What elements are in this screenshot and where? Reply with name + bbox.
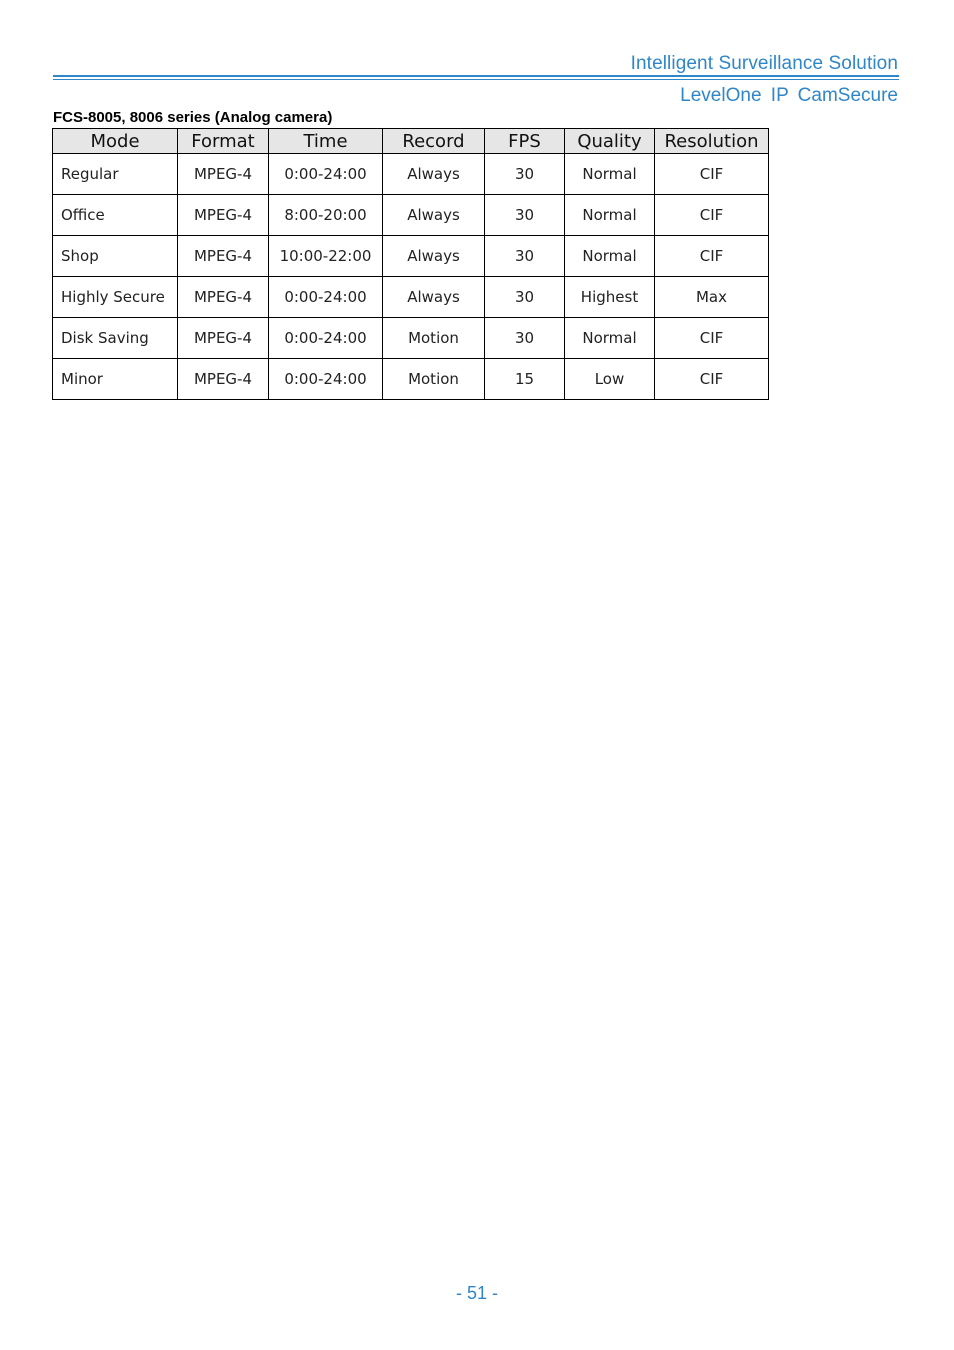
cell-mode: Highly Secure — [53, 277, 178, 318]
header-subtitle: LevelOne IP CamSecure — [680, 85, 898, 106]
cell-resolution: Max — [655, 277, 769, 318]
cell-mode: Minor — [53, 359, 178, 400]
table-caption: FCS-8005, 8006 series (Analog camera) — [53, 109, 333, 126]
cell-quality: Normal — [565, 195, 655, 236]
table-row — [53, 236, 769, 277]
page-number: - 51 - — [455, 1283, 498, 1303]
cell-record: Always — [383, 154, 485, 195]
column-header-fps: FPS — [485, 129, 565, 154]
header-title: Intelligent Surveillance Solution — [630, 53, 898, 74]
table-row — [53, 195, 769, 236]
cell-fps: 30 — [485, 277, 565, 318]
cell-format: MPEG-4 — [178, 277, 269, 318]
cell-quality: Low — [565, 359, 655, 400]
cell-record: Motion — [383, 318, 485, 359]
column-header-mode: Mode — [53, 129, 178, 154]
cell-resolution: CIF — [655, 154, 769, 195]
cell-time: 0:00-24:00 — [269, 154, 383, 195]
header-rule — [53, 75, 899, 77]
cell-record: Always — [383, 277, 485, 318]
cell-quality: Normal — [565, 154, 655, 195]
cell-time: 8:00-20:00 — [269, 195, 383, 236]
cell-quality: Normal — [565, 318, 655, 359]
table-row — [53, 359, 769, 400]
table-header-row — [53, 129, 769, 154]
column-header-resolution: Resolution — [655, 129, 769, 154]
cell-fps: 30 — [485, 154, 565, 195]
cell-time: 10:00-22:00 — [269, 236, 383, 277]
cell-resolution: CIF — [655, 359, 769, 400]
cell-fps: 15 — [485, 359, 565, 400]
cell-resolution: CIF — [655, 318, 769, 359]
column-header-format: Format — [178, 129, 269, 154]
cell-mode: Office — [53, 195, 178, 236]
cell-resolution: CIF — [655, 195, 769, 236]
cell-format: MPEG-4 — [178, 154, 269, 195]
cell-time: 0:00-24:00 — [269, 318, 383, 359]
cell-format: MPEG-4 — [178, 195, 269, 236]
cell-format: MPEG-4 — [178, 359, 269, 400]
table-row — [53, 154, 769, 195]
cell-record: Always — [383, 195, 485, 236]
cell-fps: 30 — [485, 236, 565, 277]
cell-record: Motion — [383, 359, 485, 400]
cell-mode: Shop — [53, 236, 178, 277]
cell-quality: Highest — [565, 277, 655, 318]
cell-fps: 30 — [485, 195, 565, 236]
table-row — [53, 277, 769, 318]
column-header-time: Time — [269, 129, 383, 154]
column-header-record: Record — [383, 129, 485, 154]
table-row — [53, 318, 769, 359]
cell-format: MPEG-4 — [178, 236, 269, 277]
column-header-quality: Quality — [565, 129, 655, 154]
cell-format: MPEG-4 — [178, 318, 269, 359]
cell-mode: Regular — [53, 154, 178, 195]
cell-record: Always — [383, 236, 485, 277]
cell-fps: 30 — [485, 318, 565, 359]
recording-modes-table — [52, 128, 769, 400]
cell-time: 0:00-24:00 — [269, 359, 383, 400]
cell-resolution: CIF — [655, 236, 769, 277]
cell-mode: Disk Saving — [53, 318, 178, 359]
header-rule-thin — [53, 79, 899, 80]
cell-quality: Normal — [565, 236, 655, 277]
cell-time: 0:00-24:00 — [269, 277, 383, 318]
